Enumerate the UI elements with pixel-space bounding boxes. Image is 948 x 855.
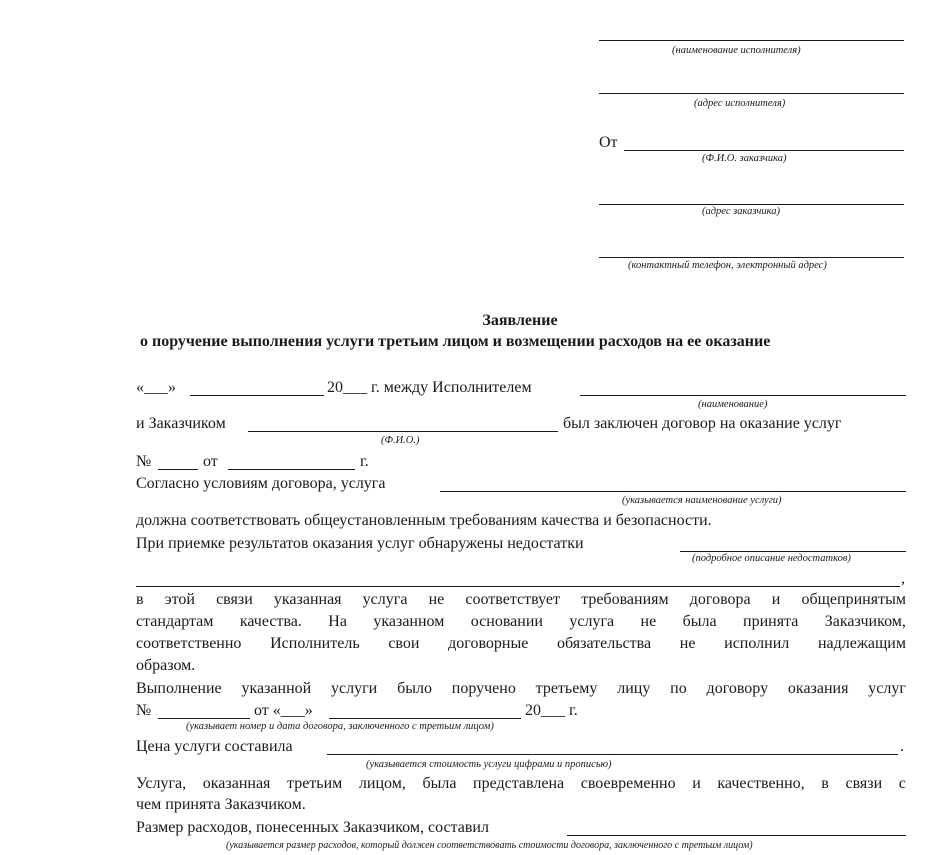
executor-name-caption: (наименование исполнителя) (672, 45, 801, 56)
price-line[interactable] (327, 754, 898, 755)
paragraph-line-4: образом. (136, 657, 196, 674)
expenses-caption: (указывается размер расходов, который должен соответствовать стоимости договора, заключенного с третьим лицом) (226, 840, 753, 851)
date-month-line[interactable] (190, 395, 324, 396)
accepted-text: чем принята Заказчиком. (136, 796, 306, 813)
number-sign-2: № (136, 702, 152, 719)
contacts-line[interactable] (599, 257, 904, 258)
quality-line: Услуга, оказанная третьим лицом, была представлена своевременно и качественно, в связи с (136, 775, 906, 792)
third-party-number-line[interactable] (158, 718, 250, 719)
customer-name-caption: (Ф.И.О. заказчика) (702, 153, 787, 164)
third-party-line: Выполнение указанной услуги было поручено третьему лицу по договору оказания услуг (136, 680, 906, 697)
expenses-line[interactable] (567, 835, 906, 836)
fio-caption: (Ф.И.О.) (381, 435, 420, 446)
price-label: Цена услуги составила (136, 738, 293, 755)
paragraph-line-3: соответственно Исполнитель свои договорные обязательства не исполнил надлежащим (136, 635, 906, 652)
document-subtitle: о поручение выполнения услуги третьим лицом и возмещении расходов на ее оказание (140, 333, 771, 350)
customer-address-line[interactable] (599, 204, 904, 205)
contract-concluded-text: был заключен договор на оказание услуг (563, 415, 842, 432)
customer-address-caption: (адрес заказчика) (702, 206, 780, 217)
customer-name-line[interactable] (624, 150, 904, 151)
contacts-caption: (контактный телефон, электронный адрес) (628, 260, 827, 271)
executor-address-caption: (адрес исполнителя) (694, 98, 786, 109)
paragraph-line-2: стандартам качества. На указанном основании услуга не была принята Заказчиком, (136, 613, 906, 630)
date-day: «___» (136, 379, 176, 396)
third-party-year: 20___ г. (525, 702, 578, 719)
paragraph-line-1: в этой связи указанная услуга не соответствует требованиям договора и общепринятым (136, 591, 906, 608)
defects-line-2[interactable] (136, 586, 900, 587)
price-period: . (900, 738, 904, 755)
from-word: от (203, 453, 218, 470)
third-party-caption: (указывает номер и дата договора, заключенного с третьим лицом) (186, 721, 494, 732)
price-caption: (указывается стоимость услуги цифрами и прописью) (366, 759, 612, 770)
expenses-label: Размер расходов, понесенных Заказчиком, составил (136, 819, 489, 836)
contract-number-line[interactable] (158, 469, 198, 470)
number-sign: № (136, 453, 152, 470)
defects-caption: (подробное описание недостатков) (692, 553, 851, 564)
and-customer-label: и Заказчиком (136, 415, 226, 432)
executor-address-line[interactable] (599, 93, 904, 94)
executor-name-line[interactable] (599, 40, 904, 41)
contract-date-line[interactable] (228, 469, 355, 470)
year-suffix: г. (360, 453, 369, 470)
executor-field-line[interactable] (580, 395, 906, 396)
document-title: Заявление (482, 312, 558, 329)
service-name-line[interactable] (440, 491, 906, 492)
from-label: От (599, 134, 618, 151)
on-acceptance-text: При приемке результатов оказания услуг обнаружены недостатки (136, 535, 584, 552)
defects-comma: , (901, 570, 905, 587)
must-comply-text: должна соответствовать общеустановленным требованиям качества и безопасности. (136, 512, 712, 529)
defects-line-1[interactable] (680, 551, 906, 552)
according-terms-text: Согласно условиям договора, услуга (136, 475, 386, 492)
third-party-from-date: от «___» (254, 702, 313, 719)
third-party-month-line[interactable] (329, 718, 521, 719)
service-name-caption: (указывается наименование услуги) (622, 495, 782, 506)
year-prefix: 20___ г. между Исполнителем (327, 379, 532, 396)
customer-fio-line[interactable] (248, 431, 558, 432)
executor-caption: (наименование) (698, 399, 768, 410)
